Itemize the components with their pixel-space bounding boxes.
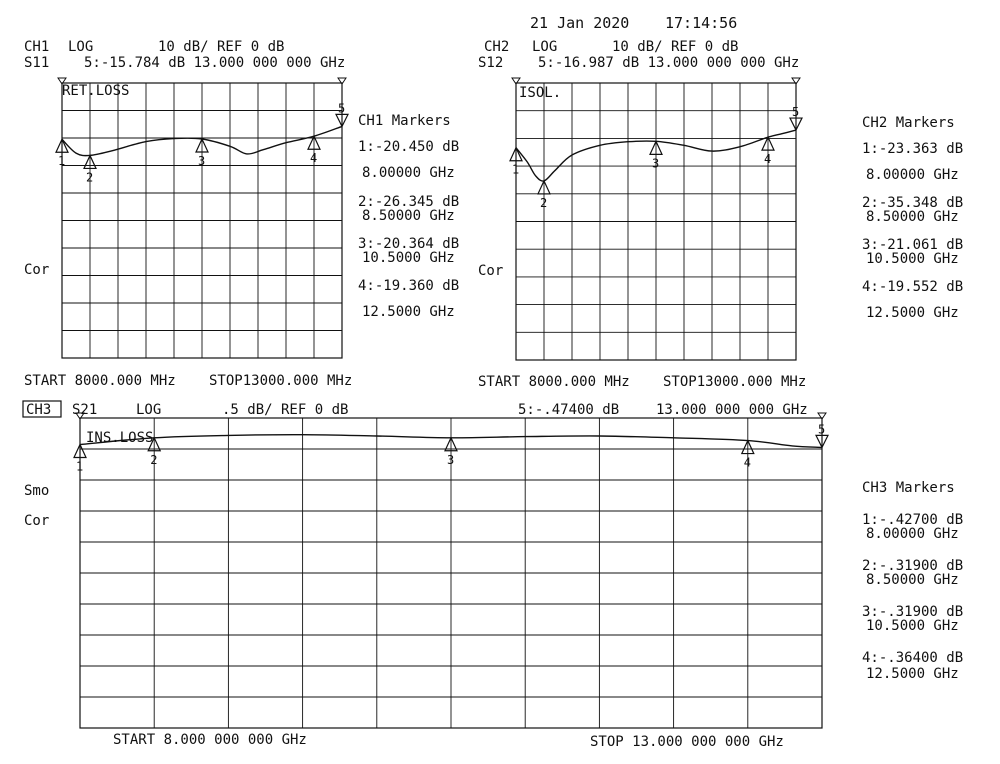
ch3-m3-value: 3:-.31900 dB (862, 604, 964, 620)
ch1-m2-freq: 8.50000 GHz (362, 208, 455, 224)
ch2-m2-value: 2:-35.348 dB (862, 195, 964, 211)
ch3-markers-title: CH3 Markers (862, 480, 955, 496)
ch3-m3-freq: 10.5000 GHz (866, 618, 959, 634)
ch3-m1-freq: 8.00000 GHz (866, 526, 959, 542)
ch1-m2-value: 2:-26.345 dB (358, 194, 460, 210)
marker-2-number: 2 (86, 170, 94, 185)
marker-3-number: 3 (447, 452, 455, 467)
ch1-m3-value: 3:-20.364 dB (358, 236, 460, 252)
marker-4-number: 4 (764, 152, 772, 167)
marker-3-number: 3 (198, 154, 206, 169)
ch1-m1-value: 1:-20.450 dB (358, 139, 460, 155)
ch2-markers-title: CH2 Markers (862, 115, 955, 131)
ch2-channel: CH2 (484, 39, 510, 55)
marker-2-number: 2 (150, 452, 158, 467)
ch3-active-marker: 5:-.47400 dB (518, 402, 620, 418)
ch1-m3-freq: 10.5000 GHz (362, 250, 455, 266)
ch1-m4-freq: 12.5000 GHz (362, 304, 455, 320)
ch2-active-marker: 5:-16.987 dB 13.000 000 000 GHz (538, 55, 800, 71)
ch3-param: S21 (72, 402, 98, 418)
ch3-channel: CH3 (26, 402, 52, 418)
header-time: 17:14:56 (665, 14, 738, 32)
ch2-m3-freq: 10.5000 GHz (866, 251, 959, 267)
ch2-m3-value: 3:-21.061 dB (862, 237, 964, 253)
ch1-stop: STOP13000.000 MHz (209, 373, 353, 389)
ch1-m4-value: 4:-19.360 dB (358, 278, 460, 294)
ch3-m4-value: 4:-.36400 dB (862, 650, 964, 666)
marker-1-number: 1 (58, 154, 66, 169)
ch2-m1-freq: 8.00000 GHz (866, 167, 959, 183)
ch1-markers-title: CH1 Markers (358, 113, 451, 129)
ch3-m2-value: 2:-.31900 dB (862, 558, 964, 574)
ch3-stop: STOP 13.000 000 000 GHz (590, 734, 784, 750)
ch1-side-label: Cor (24, 262, 50, 278)
ch1-grid (58, 78, 346, 358)
ch3-start: START 8.000 000 000 GHz (113, 732, 307, 748)
ch1-active-marker: 5:-15.784 dB 13.000 000 000 GHz (84, 55, 346, 71)
ch2-trace-label: ISOL. (519, 85, 562, 101)
ch1-channel: CH1 (24, 39, 50, 55)
ch3-active-marker-freq: 13.000 000 000 GHz (656, 402, 808, 418)
ch1-plot (56, 78, 348, 358)
ch2-param: S12 (478, 55, 504, 71)
header-date: 21 Jan 2020 (530, 14, 630, 32)
marker-3-number: 3 (652, 156, 660, 171)
ch2-m4-value: 4:-19.552 dB (862, 279, 964, 295)
ch2-format: LOG (532, 39, 558, 55)
ch2-side-label: Cor (478, 263, 504, 279)
ch2-start: START 8000.000 MHz (478, 374, 630, 390)
ch3-format: LOG (136, 402, 162, 418)
ch2-m4-freq: 12.5000 GHz (866, 305, 959, 321)
ch2-m2-freq: 8.50000 GHz (866, 209, 959, 225)
ch2-scale: 10 dB/ REF 0 dB (612, 39, 739, 55)
marker-1-number: 1 (512, 162, 520, 177)
ch2-plot (510, 78, 802, 360)
ch3-side-label-cor: Cor (24, 513, 50, 529)
ch2-stop: STOP13000.000 MHz (663, 374, 807, 390)
ch3-trace-label: INS.LOSS (86, 430, 154, 446)
ch1-format: LOG (68, 39, 94, 55)
marker-5-number: 5 (338, 101, 346, 116)
ch1-scale: 10 dB/ REF 0 dB (158, 39, 285, 55)
ch3-m2-freq: 8.50000 GHz (866, 572, 959, 588)
ch1-param: S11 (24, 55, 50, 71)
ch3-side-label-smo: Smo (24, 483, 50, 499)
ch1-start: START 8000.000 MHz (24, 373, 176, 389)
marker-2-number: 2 (540, 195, 548, 210)
marker-1-number: 1 (76, 459, 84, 474)
ch3-scale: .5 dB/ REF 0 dB (222, 402, 349, 418)
marker-5-number: 5 (792, 105, 800, 120)
marker-4-number: 4 (743, 455, 752, 470)
ch2-m1-value: 1:-23.363 dB (862, 141, 964, 157)
ch3-m4-freq: 12.5000 GHz (866, 666, 959, 682)
ch3-m1-value: 1:-.42700 dB (862, 512, 964, 528)
marker-5-number: 5 (818, 422, 826, 437)
ch3-plot (74, 413, 828, 728)
marker-4-number: 4 (310, 151, 318, 166)
ch2-grid (512, 78, 800, 360)
ch1-m1-freq: 8.00000 GHz (362, 165, 455, 181)
ch1-trace-label: RET.LOSS (62, 83, 130, 99)
